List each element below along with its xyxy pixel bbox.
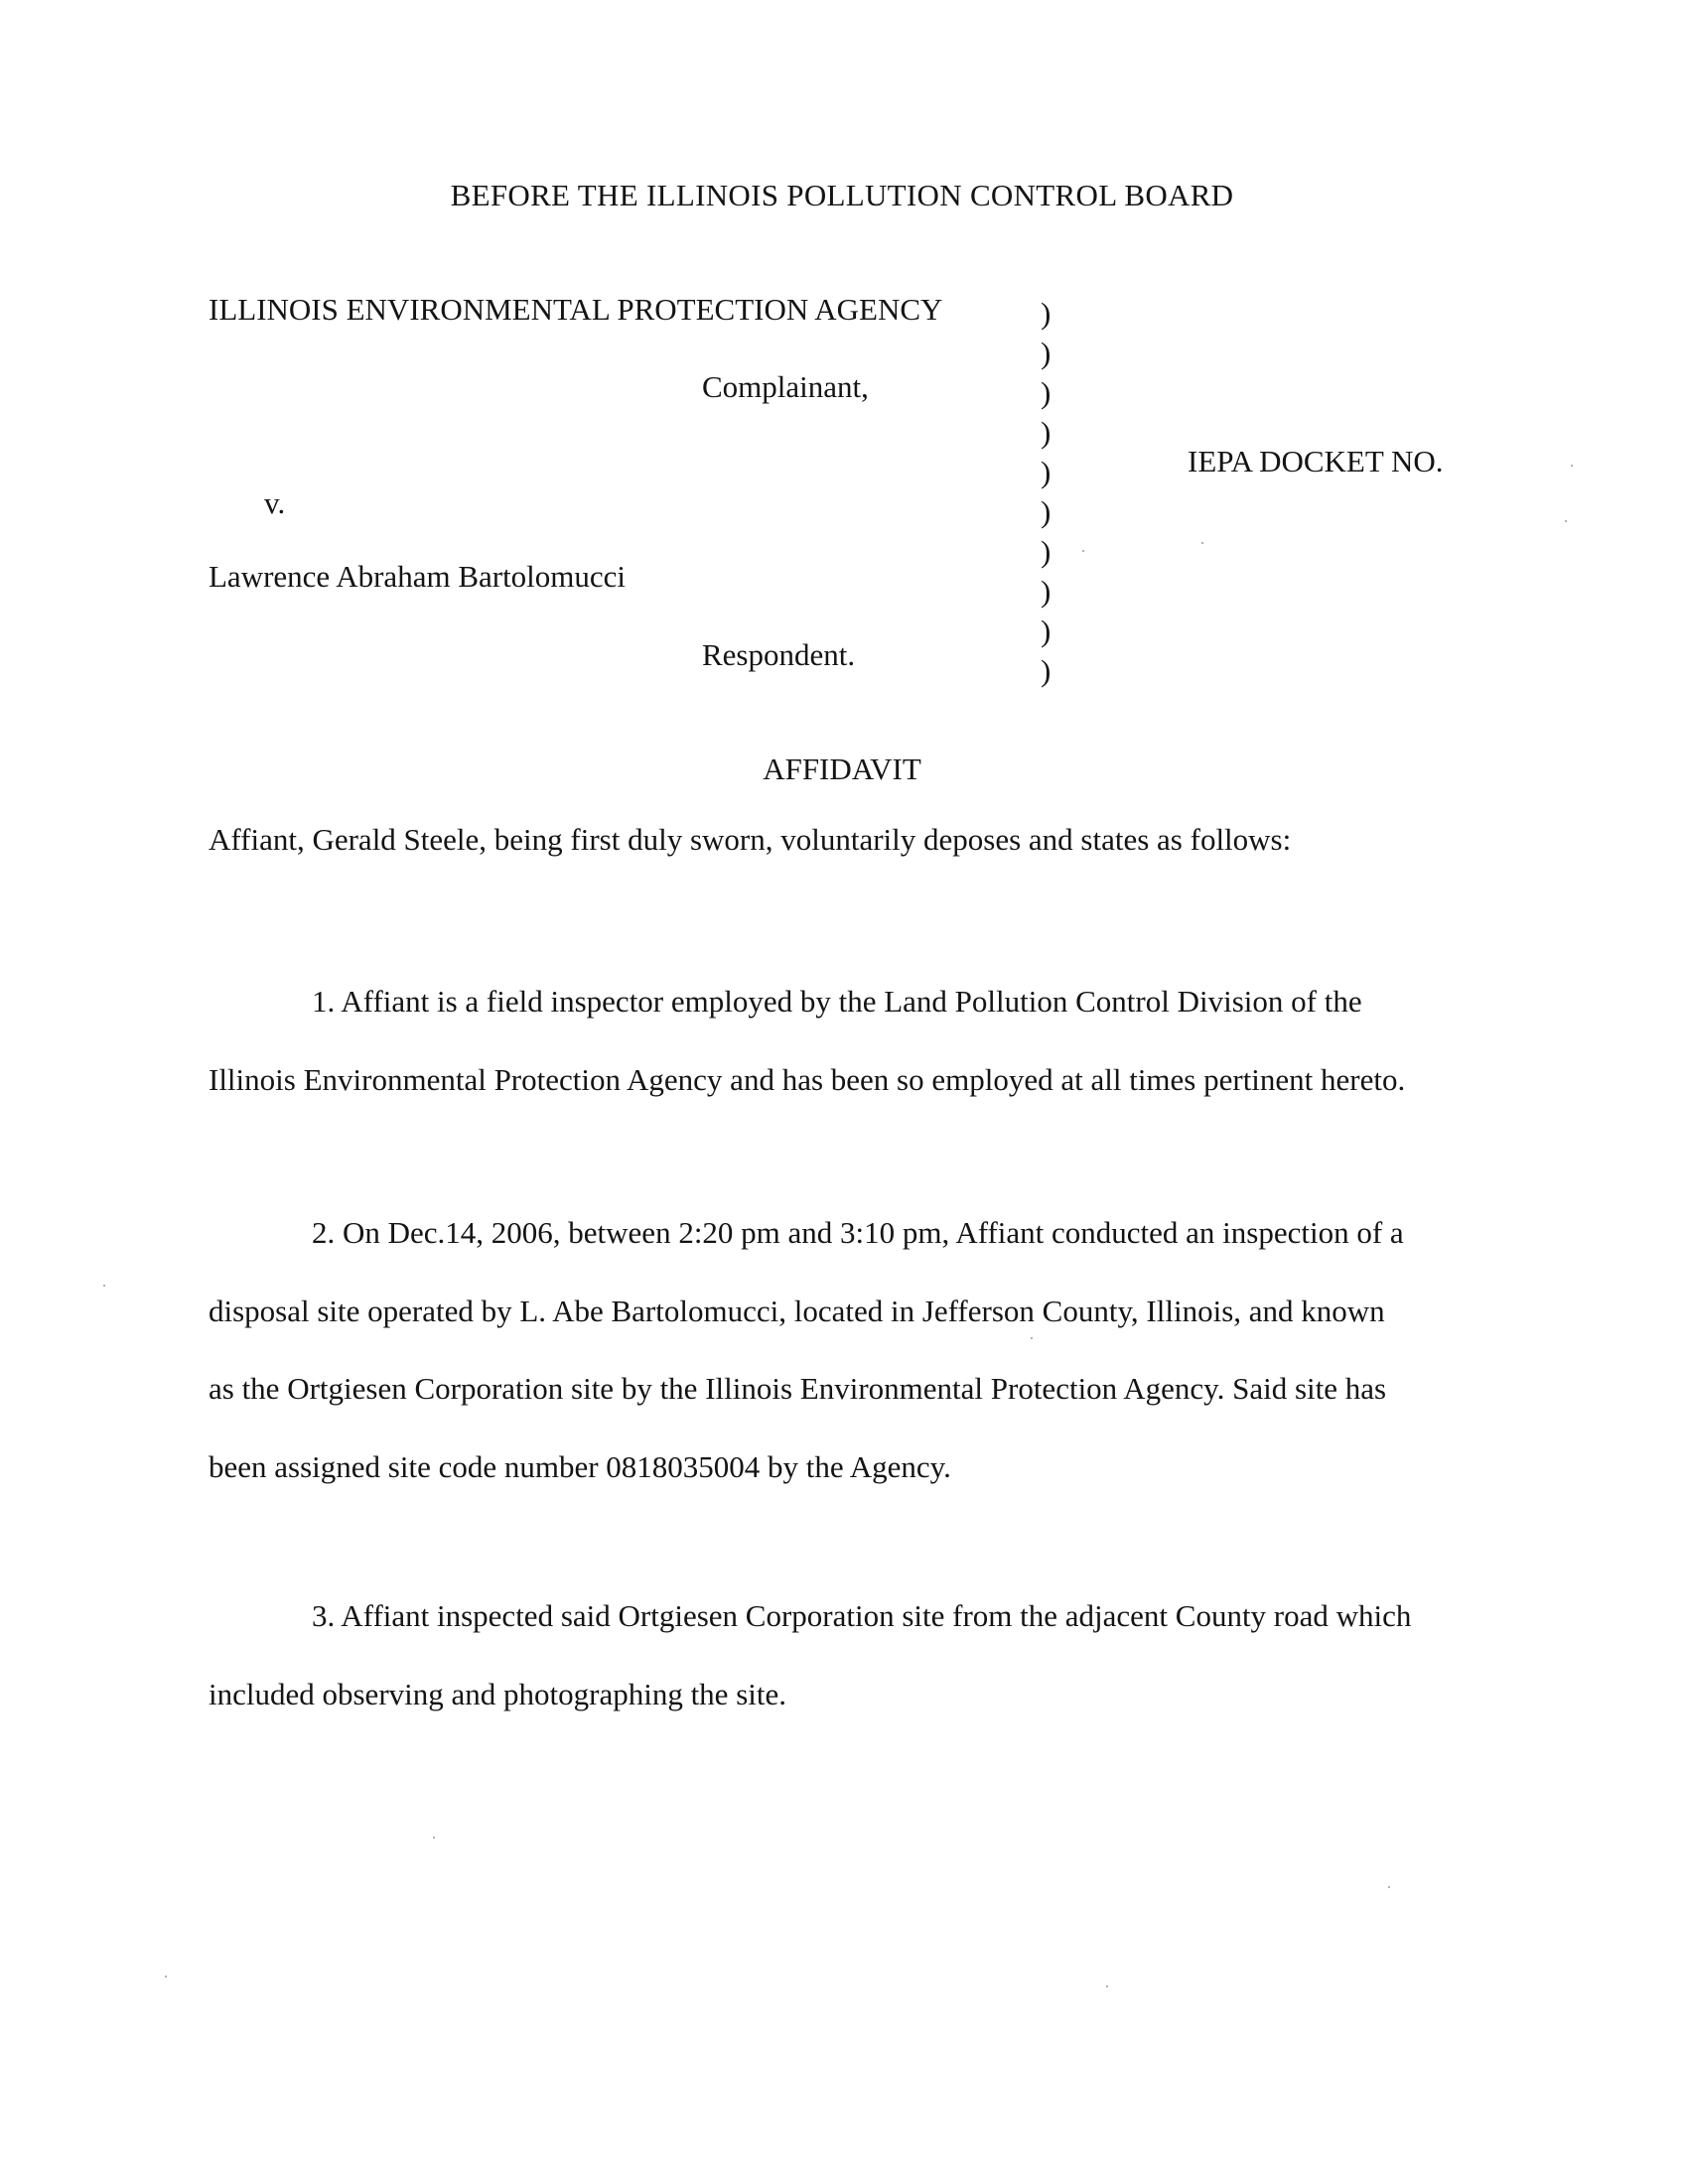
scan-speck [165, 1976, 167, 1978]
affiant-intro: Affiant, Gerald Steele, being first duly sworn, voluntarily deposes and states as follows: [209, 822, 1292, 857]
caption-paren: ) [1041, 534, 1052, 569]
caption-paren: ) [1041, 494, 1052, 529]
scan-speck [1082, 550, 1084, 552]
scan-speck [103, 1285, 105, 1287]
paragraph-line: 1. Affiant is a field inspector employed by the Land Pollution Control Division of the [312, 984, 1362, 1019]
paragraph-line: as the Ortgiesen Corporation site by the Illinois Environmental Protection Agency. Said site has [209, 1371, 1387, 1406]
scan-speck [1201, 542, 1203, 544]
respondent-role: Respondent. [702, 637, 856, 672]
caption-paren: ) [1041, 574, 1052, 609]
paragraph-line: been assigned site code number 0818035004 by the Agency. [209, 1448, 951, 1484]
scan-speck [1565, 520, 1567, 522]
scan-speck [1031, 1337, 1033, 1339]
scan-speck [1106, 1985, 1108, 1987]
paragraph-line: 3. Affiant inspected said Ortgiesen Corporation site from the adjacent County road which [312, 1598, 1412, 1633]
caption-paren: ) [1041, 455, 1052, 489]
scan-speck [1571, 465, 1573, 467]
paragraph-2 [209, 1194, 1499, 1506]
caption-paren: ) [1041, 375, 1052, 410]
caption-paren-column [1041, 294, 1070, 691]
respondent-name: Lawrence Abraham Bartolomucci [209, 559, 627, 594]
caption-paren: ) [1041, 614, 1052, 648]
caption-paren: ) [1041, 336, 1052, 370]
document-title: AFFIDAVIT [763, 751, 921, 786]
caption-paren: ) [1041, 653, 1052, 688]
docket-label: IEPA DOCKET NO. [1188, 444, 1444, 478]
paragraph-3 [209, 1577, 1499, 1733]
versus-label: v. [264, 485, 286, 520]
caption-paren: ) [1041, 296, 1052, 331]
paragraph-line: 2. On Dec.14, 2006, between 2:20 pm and 3:10 pm, Affiant conducted an inspection of a [312, 1215, 1404, 1250]
scan-speck [433, 1837, 435, 1839]
court-heading: BEFORE THE ILLINOIS POLLUTION CONTROL BOARD [450, 178, 1234, 212]
scan-speck [1388, 1886, 1390, 1888]
paragraph-line: Illinois Environmental Protection Agency and has been so employed at all times pertinent hereto. [209, 1061, 1406, 1097]
caption-paren: ) [1041, 415, 1052, 450]
paragraph-1 [209, 963, 1499, 1119]
paragraph-line: disposal site operated by L. Abe Bartolomucci, located in Jefferson County, Illinois, and known [209, 1293, 1385, 1328]
complainant-role: Complainant, [702, 369, 869, 404]
paragraph-line: included observing and photographing the site. [209, 1676, 786, 1711]
complainant-name: ILLINOIS ENVIRONMENTAL PROTECTION AGENCY [209, 292, 943, 327]
